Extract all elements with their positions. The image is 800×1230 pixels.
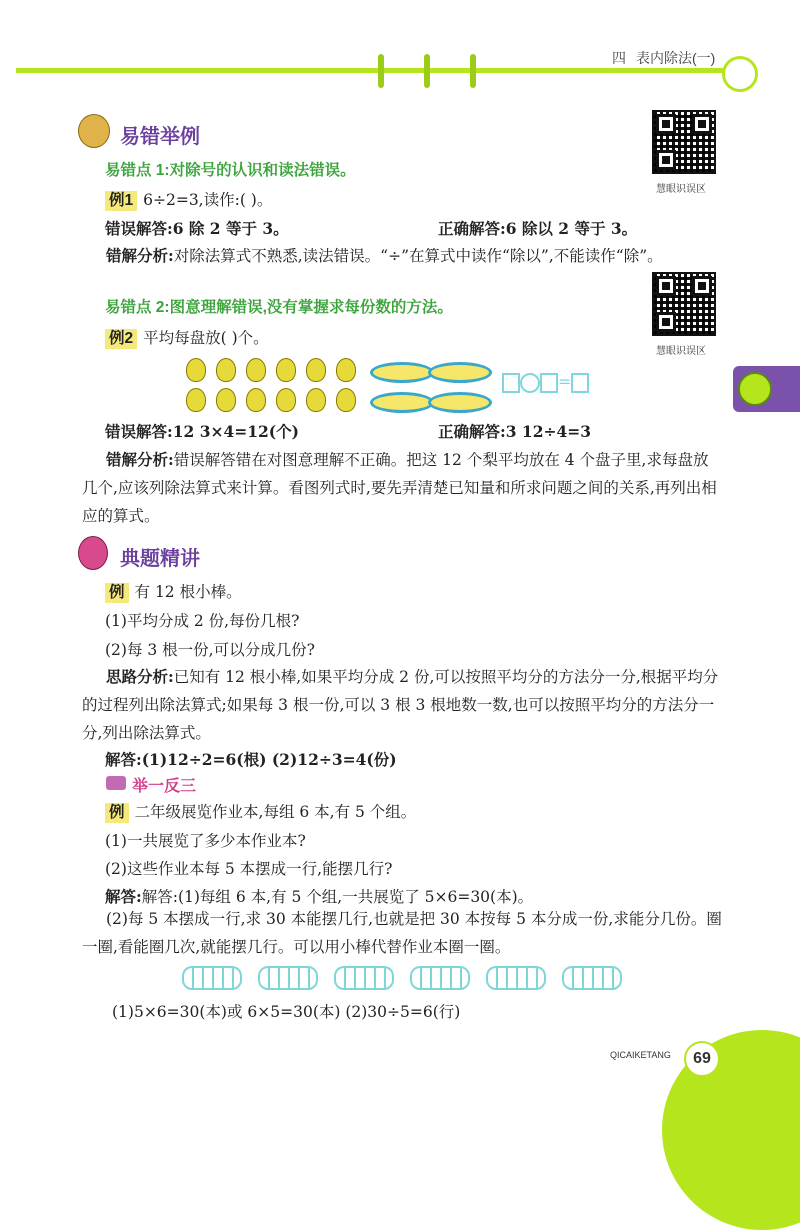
wrong-answer: 错误解答:12 3×4=12(个): [105, 422, 299, 441]
stick-bundle-icon: [334, 966, 394, 990]
question-1: (1)平均分成 2 份,每份几根?: [105, 612, 300, 630]
example-text: 6÷2=3,读作:( )。: [143, 191, 273, 209]
mascot-icon: [722, 56, 758, 92]
example-text: 有 12 根小棒。: [134, 583, 242, 601]
stick-bundle-icon: [258, 966, 318, 990]
example-tag: 例: [105, 583, 129, 603]
answer-1: 解答:解答:(1)每组 6 本,有 5 个组,一共展览了 5×6=30(本)。: [105, 887, 534, 906]
example: [105, 802, 416, 823]
question-1: (1)一共展览了多少本作业本?: [105, 832, 306, 850]
example: [105, 582, 242, 603]
header-decoration: [424, 54, 430, 88]
pear-icon: [276, 388, 296, 412]
pear-icon: [246, 358, 266, 382]
example-text: 二年级展览作业本,每组 6 本,有 5 个组。: [134, 803, 417, 821]
section-icon: [78, 536, 108, 570]
section-icon: [106, 776, 126, 790]
qr-caption: 慧眼识误区: [656, 346, 706, 357]
pear-icon: [336, 358, 356, 382]
example-tag: 例: [105, 803, 129, 823]
analysis-label: 错解分析:: [106, 246, 174, 265]
example-2: [105, 328, 269, 349]
page-number: 69: [684, 1041, 720, 1077]
answer-text: 解答:(1)每组 6 本,有 5 个组,一共展览了 5×6=30(本)。: [141, 888, 534, 906]
pear-icon: [336, 388, 356, 412]
right-answer: 正确解答:3 12÷4=3: [438, 422, 592, 441]
wrong-answer: 错误解答:6 除 2 等于 3。: [105, 219, 289, 238]
analysis-text: 已知有 12 根小棒,如果平均分成 2 份,可以按照平均分的方法分一分,根据平均分的过程列出除法算式;如果每 3 根一份,可以 3 根 3 根地数一数,也可以按照平均分的方法分一分,列出除法算式。: [82, 668, 719, 742]
section-title: 易错举例: [120, 126, 200, 148]
plate-icon: [428, 392, 492, 413]
stick-bundle-icon: [486, 966, 546, 990]
example-text: 平均每盘放( )个。: [143, 329, 269, 347]
answer-2: (2)每 5 本摆成一行,求 30 本能摆几行,也就是把 30 本按每 5 本分成一份,求能分几份。圈一圈,看能圈几次,就能摆几行。可以用小棒代替作业本圈一圈。: [82, 910, 722, 956]
header-decoration: [378, 54, 384, 88]
pear-icon: [276, 358, 296, 382]
pear-icon: [186, 358, 206, 382]
qr-caption: 慧眼识误区: [656, 184, 706, 195]
analysis-text: 对除法算式不熟悉,读法错误。“÷”在算式中读作“除以”,不能读作“除”。: [173, 247, 663, 265]
right-answer: 正确解答:6 除以 2 等于 3。: [438, 219, 638, 238]
example-tag: 例2: [105, 329, 137, 349]
footer-brand: QICAIKETANG: [610, 1050, 671, 1060]
error-point-2: 易错点 2:图意理解错误,没有掌握求每份数的方法。: [105, 299, 453, 316]
error-analysis: [82, 446, 722, 530]
pear-icon: [306, 388, 326, 412]
example-1: [105, 190, 272, 211]
footer-decoration: [662, 1030, 800, 1230]
analysis-text: 错误解答错在对图意理解不正确。把这 12 个梨平均放在 4 个盘子里,求每盘放几个,应该列除法算式来计算。看图列式时,要先弄清楚已知量和所求问题之间的关系,再列出相应的算式。: [82, 451, 717, 525]
stick-bundle-icon: [562, 966, 622, 990]
analysis-label: 错解分析:: [106, 450, 174, 469]
final-answer: (1)5×6=30(本)或 6×5=30(本) (2)30÷5=6(行): [112, 1003, 461, 1021]
plate-icon: [370, 362, 434, 383]
qr-code-icon: [652, 110, 716, 174]
section-icon: [78, 114, 110, 148]
qr-code-icon: [652, 272, 716, 336]
pear-icon: [216, 388, 236, 412]
header-chapter: 四: [612, 50, 626, 66]
pear-icon: [306, 358, 326, 382]
question-2: (2)每 3 根一份,可以分成几份?: [105, 641, 315, 659]
pear-icon: [186, 388, 206, 412]
plate-icon: [370, 392, 434, 413]
thinking-analysis: [82, 663, 722, 747]
frog-icon: [738, 372, 772, 406]
header-decoration: [470, 54, 476, 88]
equation-boxes: =: [502, 372, 589, 393]
stick-bundle-icon: [410, 966, 470, 990]
answer: 解答:(1)12÷2=6(根) (2)12÷3=4(份): [105, 750, 397, 769]
plate-icon: [428, 362, 492, 383]
header-title: 表内除法(一): [636, 50, 716, 66]
example-tag: 例1: [105, 191, 137, 211]
question-2: (2)这些作业本每 5 本摆成一行,能摆几行?: [105, 860, 393, 878]
analysis-label: 思路分析:: [106, 667, 174, 686]
section-title: 典题精讲: [120, 548, 200, 570]
error-point-1: 易错点 1:对除号的认识和读法错误。: [105, 162, 356, 179]
error-analysis: [82, 242, 722, 270]
pear-icon: [246, 388, 266, 412]
subsection-title: 举一反三: [132, 778, 197, 795]
stick-bundle-icon: [182, 966, 242, 990]
pear-icon: [216, 358, 236, 382]
